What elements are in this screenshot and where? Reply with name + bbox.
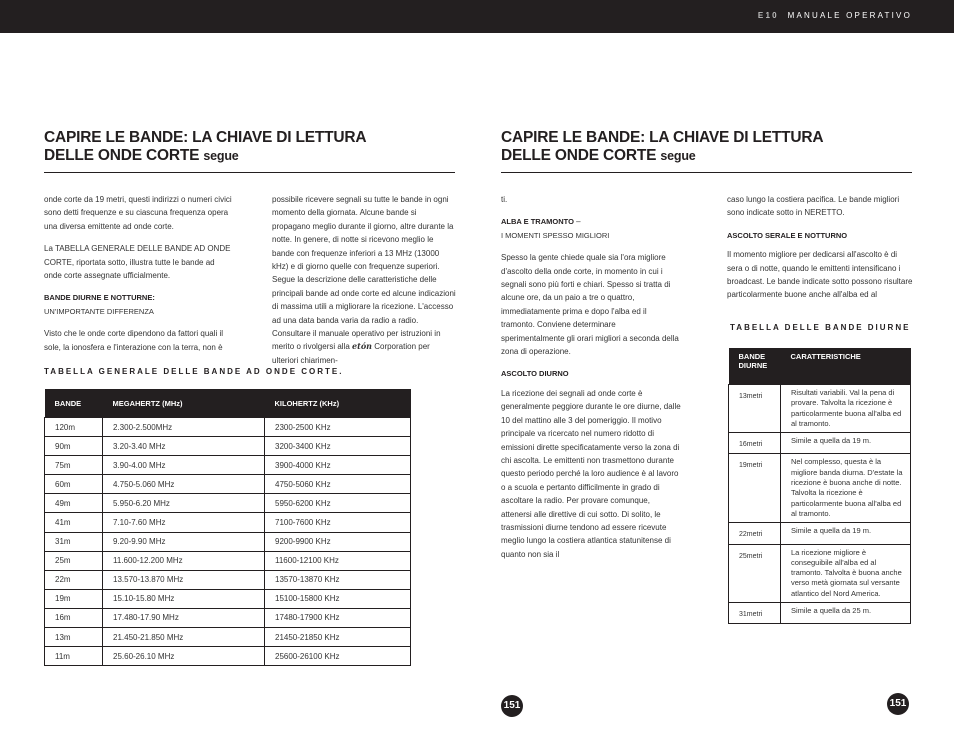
eton-logo: etón	[352, 341, 372, 352]
header-khz: KILOHERTZ (KHz)	[265, 389, 411, 418]
general-band-table	[44, 389, 411, 666]
top-header-bar	[0, 0, 954, 33]
day-band-table	[728, 348, 911, 624]
table-cell: 7.10-7.60 MHz	[103, 513, 265, 532]
table-cell: 2.300-2.500MHz	[103, 418, 265, 437]
paragraph: La ricezione dei segnali ad onde corte è generalmente peggiore durante le ore diurne, dalle 10 del mattino alle 3 del pomeriggio. Il motivo principale va ricercato nel numero ridotto di emissioni dirette specificatamente verso la zona di chi ascolta. Le emittenti non trasmettono durante questo periodo perché la loro audience è al lavoro o a scuola e pertanto difficilmente in grado di ascoltare la radio. Per provare comunque, attenersi alle direttive di cui sotto. Di solito, le trasmissioni diurne tendono ad essere ricevute meglio lungo la costiera atlantica statunitense di quanto non sia il	[501, 388, 681, 559]
table-cell: 13570-13870 KHz	[265, 570, 411, 589]
table-cell: La ricezione migliore è conseguibile all'alba ed al tramonto. Talvolta è buona anche verso metà giornata sul versante atlantico del Nord America.	[781, 544, 911, 602]
table-row	[45, 494, 411, 513]
table-cell: 15100-15800 KHz	[265, 589, 411, 608]
table-cell: 21450-21850 KHz	[265, 628, 411, 647]
model-name: E10	[757, 11, 779, 20]
title-rule	[44, 172, 455, 173]
table-row	[729, 385, 911, 433]
table-cell: 25.60-26.10 MHz	[103, 647, 265, 666]
running-header	[758, 11, 912, 20]
table-cell: 25m	[45, 551, 103, 570]
table-cell: Risultati variabili. Val la pena di provare. Talvolta la ricezione è particolarmente buona all'alba ed al tramonto.	[781, 385, 911, 433]
table-row	[729, 454, 911, 523]
right-col1	[501, 193, 681, 570]
table-cell: 3900-4000 KHz	[265, 456, 411, 475]
right-col2	[727, 193, 913, 311]
table-cell: 3.20-3.40 MHz	[103, 437, 265, 456]
section-subheading: I MOMENTI SPESSO MIGLIORI	[501, 230, 610, 240]
table-cell: 120m	[45, 418, 103, 437]
table-row	[45, 532, 411, 551]
section-heading: ASCOLTO SERALE E NOTTURNO	[727, 230, 848, 240]
left-col2	[272, 193, 456, 376]
table-row	[45, 456, 411, 475]
table-cell: 3.90-4.00 MHz	[103, 456, 265, 475]
table-cell: 25metri	[729, 544, 781, 602]
table-cell: 2300-2500 KHz	[265, 418, 411, 437]
table-row	[45, 589, 411, 608]
table-cell: 13.570-13.870 MHz	[103, 570, 265, 589]
table-row	[729, 523, 911, 544]
table-cell: 5950-6200 KHz	[265, 494, 411, 513]
table-row	[729, 603, 911, 624]
paragraph: Spesso la gente chiede quale sia l'ora migliore d'ascolto della onde corte, in momento in cui i segnali sono più forti e chiari. Spesso si tratta di alcune ore, da un paio a tre o quattro, immediatamente prima e dopo l'alba ed il tramonto. Conviene determinare sperimentalmente gli orari migliori a seconda della zona di operazione.	[501, 253, 679, 357]
table-cell: 16metri	[729, 433, 781, 454]
title-segue: segue	[660, 149, 696, 163]
paragraph: possibile ricevere segnali su tutte le bande in ogni momento della giornata. Alcune bande si propagano meglio durante il giorno, altre durante la notte. In genere, di notte si ricevono meglio le bande con frequenze inferiori a 13 MHz (13000 kHz) e di giorno quelle con frequenze superiori. Segue la descrizione delle caratteristiche delle principali bande ad onde corte ed alcune indicazioni di massima utili a migliorare la ricezione. L'accesso ad una data banda varia da radio a radio. Consultare il manuale operativo per istruzioni in merito o rivolgersi alla	[272, 195, 456, 352]
table-row	[45, 570, 411, 589]
header-bande: BANDE	[45, 389, 103, 418]
header-bande-diurne: BANDE DIURNE	[729, 348, 781, 385]
table-cell: 31m	[45, 532, 103, 551]
table-header-row	[45, 389, 411, 418]
table-row	[45, 647, 411, 666]
table-cell: 49m	[45, 494, 103, 513]
paragraph: Il momento migliore per dedicarsi all'ascolto è di sera o di notte, quando le emittenti intensificano i broadcast. Le bande indicate sotto possono risultare particolarmente buone anche all'alba ed al	[727, 250, 913, 300]
page-number-badge: 151	[501, 695, 523, 717]
table-cell: 11m	[45, 647, 103, 666]
day-table-title: TABELLA DELLE BANDE DIURNE	[730, 323, 911, 332]
header-caratteristiche: CARATTERISTICHE	[781, 348, 911, 385]
left-page-title	[44, 129, 366, 165]
title-line2: DELLE ONDE CORTE	[501, 147, 657, 164]
title-line2: DELLE ONDE CORTE	[44, 147, 200, 164]
title-rule	[501, 172, 912, 173]
table-row	[45, 551, 411, 570]
table-cell: 15.10-15.80 MHz	[103, 589, 265, 608]
table-cell: 9.20-9.90 MHz	[103, 532, 265, 551]
table-cell: 21.450-21.850 MHz	[103, 628, 265, 647]
table-cell: Simile a quella da 19 m.	[781, 523, 911, 544]
table-cell: 60m	[45, 475, 103, 494]
manual-name: MANUALE OPERATIVO	[787, 11, 912, 20]
page-number-badge: 151	[887, 693, 909, 715]
paragraph: onde corte da 19 metri, questi indirizzi o numeri civici sono detti frequenze e su ciascuna frequenza opera una diversa emittente ad onde corte.	[44, 195, 232, 231]
section-subheading: UN'IMPORTANTE DIFFERENZA	[44, 306, 154, 316]
title-line1: CAPIRE LE BANDE: LA CHIAVE DI LETTURA	[44, 129, 367, 146]
table-cell: 75m	[45, 456, 103, 475]
left-col1	[44, 193, 234, 363]
table-cell: 31metri	[729, 603, 781, 624]
table-cell: 16m	[45, 608, 103, 627]
table-cell: 7100-7600 KHz	[265, 513, 411, 532]
paragraph: caso lungo la costiera pacifica. Le bande migliori sono indicate sotto in NERETTO.	[727, 195, 900, 218]
table-cell: 90m	[45, 437, 103, 456]
table-cell: 41m	[45, 513, 103, 532]
table-cell: Nel complesso, questa è la migliore banda diurna. D'estate la ricezione è buona anche di notte. Talvolta la ricezione è particolarmente buona all'alba ed al tramonto.	[781, 454, 911, 523]
table-row	[45, 418, 411, 437]
paragraph: ti.	[501, 195, 508, 204]
table-cell: 22metri	[729, 523, 781, 544]
table-cell: 19m	[45, 589, 103, 608]
table-cell: 17480-17900 KHz	[265, 608, 411, 627]
table-cell: 13m	[45, 628, 103, 647]
title-line1: CAPIRE LE BANDE: LA CHIAVE DI LETTURA	[501, 129, 824, 146]
table-cell: 4.750-5.060 MHz	[103, 475, 265, 494]
table-cell: 22m	[45, 570, 103, 589]
section-heading: ALBA E TRAMONTO	[501, 217, 574, 227]
table-cell: 17.480-17.90 MHz	[103, 608, 265, 627]
paragraph: Visto che le onde corte dipendono da fattori quali il sole, la ionosfera e l'interazione con la terra, non è	[44, 329, 224, 352]
paragraph: La TABELLA GENERALE DELLE BANDE AD ONDE CORTE, riportata sotto, illustra tutte le bande ad onde corte assegnate ufficialmente.	[44, 244, 231, 281]
table-row	[45, 628, 411, 647]
table-row	[45, 513, 411, 532]
header-mhz: MEGAHERTZ (MHz)	[103, 389, 265, 418]
heading-dash: –	[573, 217, 581, 227]
section-heading: BANDE DIURNE E NOTTURNE:	[44, 293, 155, 303]
table-cell: 25600-26100 KHz	[265, 647, 411, 666]
paragraph-end: Corporation per ulteriori chiarimen-	[272, 342, 430, 365]
table-row	[729, 544, 911, 602]
table-header-row	[729, 348, 911, 385]
table-row	[45, 437, 411, 456]
title-segue: segue	[203, 149, 239, 163]
table-row	[45, 475, 411, 494]
general-table-title: TABELLA GENERALE DELLE BANDE AD ONDE CORTE.	[44, 367, 344, 376]
table-cell: 13metri	[729, 385, 781, 433]
table-cell: 11600-12100 KHz	[265, 551, 411, 570]
table-row	[45, 608, 411, 627]
table-row	[729, 433, 911, 454]
table-cell: 19metri	[729, 454, 781, 523]
table-cell: 11.600-12.200 MHz	[103, 551, 265, 570]
table-cell: Simile a quella da 19 m.	[781, 433, 911, 454]
section-heading: ASCOLTO DIURNO	[501, 369, 569, 379]
table-cell: Simile a quella da 25 m.	[781, 603, 911, 624]
table-cell: 4750-5060 KHz	[265, 475, 411, 494]
table-cell: 9200-9900 KHz	[265, 532, 411, 551]
table-cell: 3200-3400 KHz	[265, 437, 411, 456]
table-cell: 5.950-6.20 MHz	[103, 494, 265, 513]
right-page-title	[501, 129, 823, 165]
